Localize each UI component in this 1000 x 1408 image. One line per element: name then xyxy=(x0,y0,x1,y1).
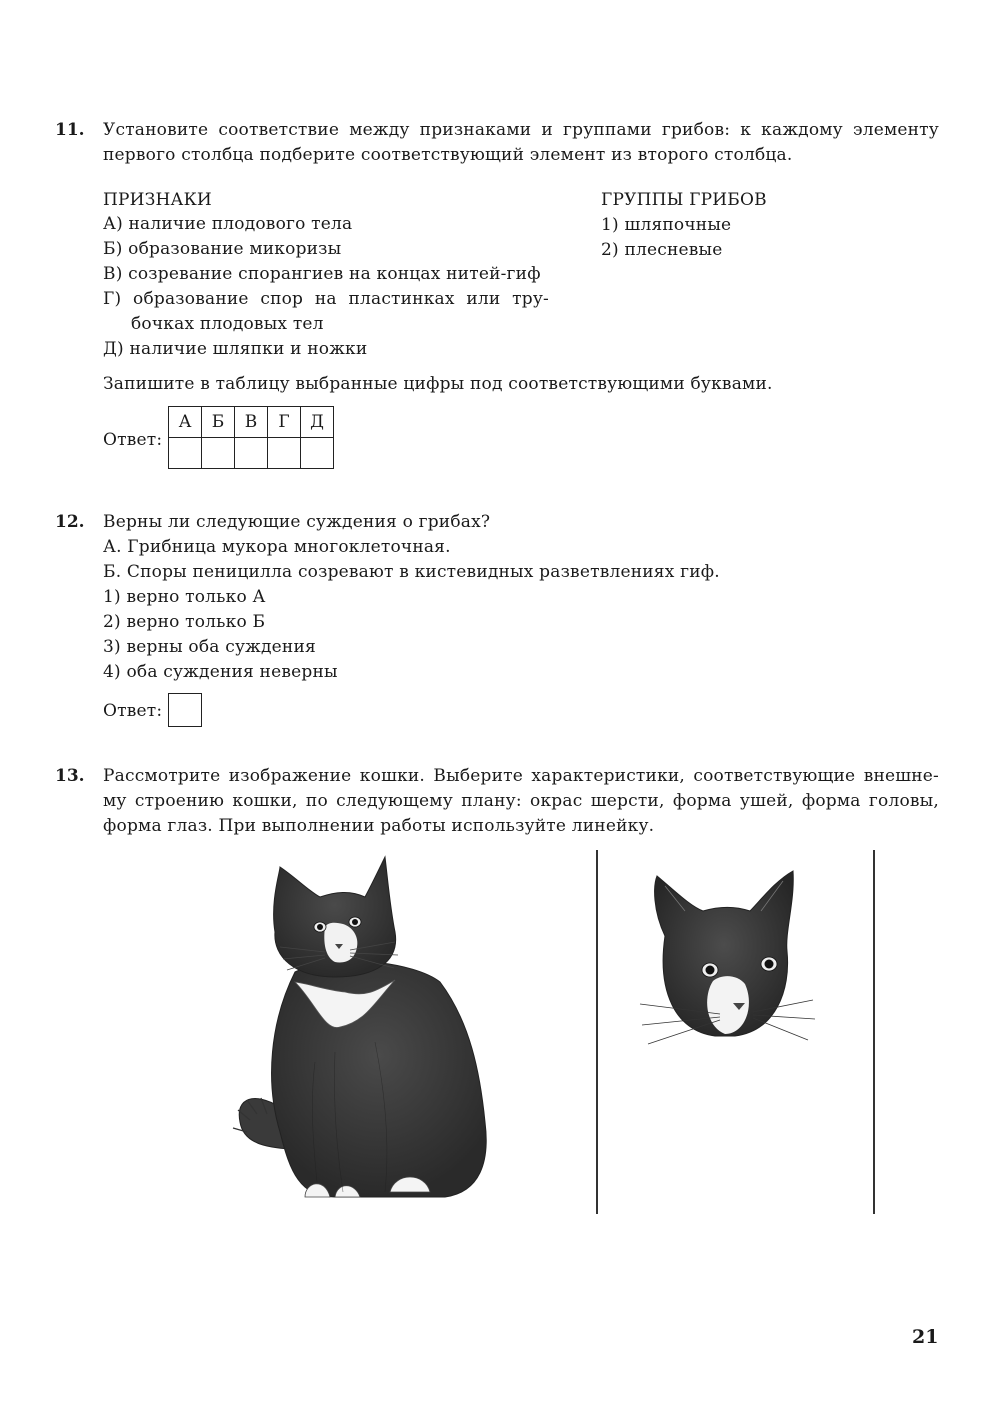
q11-group-2: 2) плесневые xyxy=(601,240,723,260)
q12-statement-a: А. Грибница мукора многоклеточная. xyxy=(103,537,451,557)
q11-answer-cell-g[interactable] xyxy=(268,438,301,469)
sitting-cat-illustration xyxy=(225,852,505,1207)
q11-number: 11. xyxy=(55,120,85,140)
q12-statement-b: Б. Споры пеницилла созревают в кистевидных разветвлениях гиф. xyxy=(103,562,720,582)
q12-answer-box[interactable] xyxy=(168,693,202,727)
q11-answer-cell-a[interactable] xyxy=(169,438,202,469)
q12-number: 12. xyxy=(55,512,85,532)
q11-answer-label: Ответ: xyxy=(103,430,163,450)
q11-col-d: Д xyxy=(301,407,334,438)
q11-instruction: Запишите в таблицу выбранные цифры под соответствующими буквами. xyxy=(103,374,773,394)
q11-col-g: Г xyxy=(268,407,301,438)
q11-answer-cell-b[interactable] xyxy=(202,438,235,469)
q11-answer-input-row xyxy=(169,438,334,469)
q11-group-1: 1) шляпочные xyxy=(601,215,732,235)
cat-head-illustration xyxy=(635,866,815,1056)
q11-col-a: А xyxy=(169,407,202,438)
q11-col-b: Б xyxy=(202,407,235,438)
q11-feature-g: Г) образование спор на пластинках или тру- xyxy=(103,289,549,309)
q12-option-2: 2) верно только Б xyxy=(103,612,266,632)
q11-features-header: ПРИЗНАКИ xyxy=(103,190,212,210)
q11-answer-table xyxy=(168,406,334,469)
q11-feature-b: Б) образование микоризы xyxy=(103,239,342,259)
q13-text: Рассмотрите изображение кошки. Выберите характеристики, соответствующие внешне-му строению кошки, по следующему плану: окрас шерсти, форма ушей, форма головы, форма глаз. При выполнении работы используйте линейку. xyxy=(103,766,939,836)
q12-answer-label: Ответ: xyxy=(103,701,163,721)
q11-feature-d: Д) наличие шляпки и ножки xyxy=(103,339,368,359)
q11-answer-cell-v[interactable] xyxy=(235,438,268,469)
q11-answer-cell-d[interactable] xyxy=(301,438,334,469)
right-frame-line xyxy=(873,850,875,1214)
q11-feature-g-cont: бочках плодовых тел xyxy=(131,314,324,334)
q12-option-4: 4) оба суждения неверны xyxy=(103,662,338,682)
left-frame-line xyxy=(596,850,598,1214)
q12-question: Верны ли следующие суждения о грибах? xyxy=(103,512,491,532)
q12-option-3: 3) верны оба суждения xyxy=(103,637,316,657)
q11-answer-header-row xyxy=(169,407,334,438)
page-number: 21 xyxy=(912,1326,939,1348)
q11-col-v: В xyxy=(235,407,268,438)
q11-groups-header: ГРУППЫ ГРИБОВ xyxy=(601,190,767,210)
q12-option-1: 1) верно только А xyxy=(103,587,266,607)
q11-feature-a: А) наличие плодового тела xyxy=(103,214,353,234)
q13-number: 13. xyxy=(55,766,85,786)
q11-intro: Установите соответствие между признаками и группами грибов: к каждому элементу первого столбца подберите соответствующий элемент из второго столбца. xyxy=(103,120,939,165)
q11-feature-v: В) созревание спорангиев на концах нитей-гиф xyxy=(103,264,541,284)
